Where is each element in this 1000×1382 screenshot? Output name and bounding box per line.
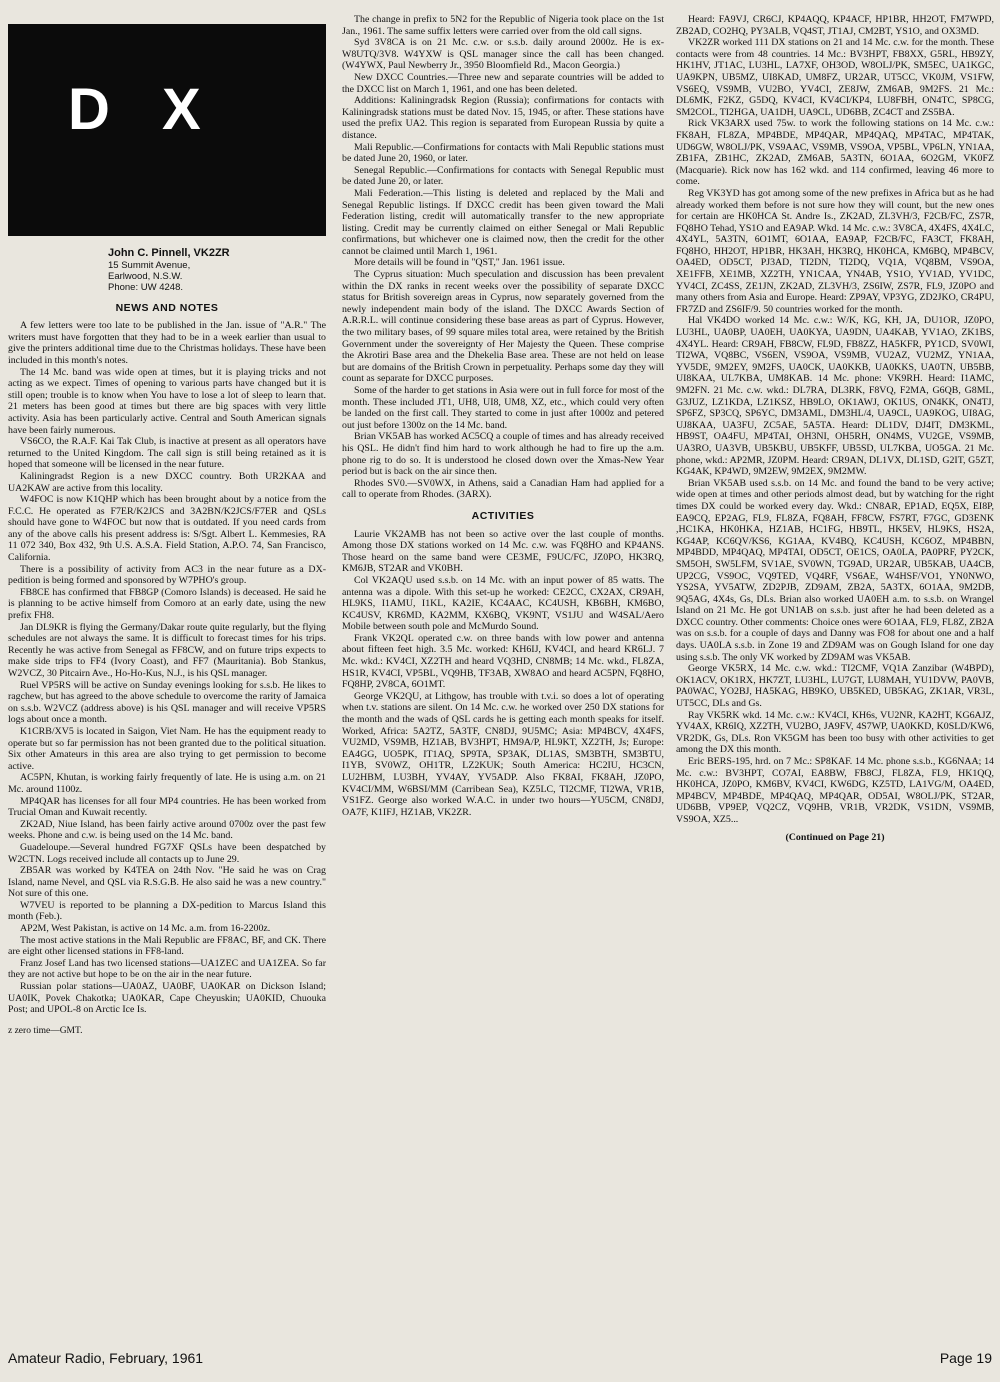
paragraph: Senegal Republic.—Confirmations for contacts with Senegal Republic must be dated June 20, or later.	[342, 164, 664, 188]
paragraph: VK2ZR worked 111 DX stations on 21 and 14 Mc. c.w. for the month. These contacts were from 48 countries. 14 Mc.: BV3HPT, FB8XX, G5RL, HB9ZY, HK1HV, JT1AC, LU3HL, LA7XF, OH3OD, W8OLJ/PK, SM5EC, UA1KGC, UA9KPN, UB5MZ, UI8KAD, UM8FZ, UR2AR, UT5CC, VK0JM, VS1FW, VS6EQ, VS9MB, VU2BO, YV4CI, ZE8JW, ZM6AB, 9M2FS. 21 Mc.: DL6MK, F2KZ, G5DQ, KV4CI, KV4CI/KP4, LU8FBH, ON4TC, SP8CG, SM2COL, TI2HGA, UA1DH, UA9CL, UD6BB, ZC4CT and ZS5BA.	[676, 37, 994, 118]
paragraph: W4FOC is now K1QHP which has been brought about by a notice from the F.C.C. He operated as F7ER/K2JCS and 3A2BN/K2JCS/F7ER and QSLs should have gone to W4FOC but now that is outdated. If you need cards from any of the above calls his present address is: S/Sgt. Albert L. Kemmesies, RA 11 072 340, Box 432, 9th U.S. A.S.A. Field Station, A.P.O. 74, San Francisco, California.	[8, 494, 326, 564]
paragraph: Reg VK3YD has got among some of the new prefixes in Africa but as he had already worked them before is not sure how they will count, but the new ones for certain are HK0HCA St. Andre Is., ZK2AD, ZL3VH/3, F2CB/FC, ZS7R, FQ8HO Tehad, YS1O and EA9AP. Wkd. 14 Mc. c.w.: 3V8CA, 4X4FS, 4X4LC, 4X4YL, 5A3TN, 6O1MT, 6O1AA, EA9AP, F2CB/FC, FA3CT, FK8AH, FQ8HO, HH2OT, HP1BR, HK3AH, HK3RQ, HK0HCA, KM6BQ, MP4BCV, OA4ED, OD5CT, PJ3AD, TI2DN, TI2DQ, VQ1A, VQ8BM, VS9OA, XE1FFB, XE1MB, XZ2TH, YN1CAA, YN4AB, YS1O, YV1AD, YV1DC, YV4CI, ZC4SS, ZE1JN, ZK2AD, ZL3VH/3, ZS6IW, ZS7R, FL9, JZ0PO and many others from Asia and Europe. Heard: ZP9AY, VP3YG, ZD2JKO, CR4PU, FR7ZD and ZS6IF/9. 50 countries worked for the month.	[676, 187, 994, 315]
paragraph: New DXCC Countries.—Three new and separate countries will be added to the DXCC list on March 1, 1961, and one has been deleted.	[342, 71, 664, 95]
paragraph: Heard: FA9VJ, CR6CJ, KP4AQQ, KP4ACF, HP1BR, HH2OT, FM7WPD, ZB2AD, CO2HQ, PY3ALB, VQ4ST, JT1AJ, CM2BT, YS1O, and OX3MD.	[676, 14, 994, 37]
paragraph: Rick VK3ARX used 75w. to work the following stations on 14 Mc. c.w.: FK8AH, FL8ZA, MP4BDE, MP4QAR, MP4QAQ, MP4TAC, MP4TAK, UD6GW, W8OLJ/PK, VS9AAC, VS9MB, VS9OA, VP5BL, VP6LN, YN1AA, ZB1FA, ZB1HC, ZK2AD, ZM6AB, 5A3TN, 6O1AA, 6O2GM, VK0FZ (Macquarie). Rick now has 162 wkd. and 114 confirmed, leaving 46 more to come.	[676, 118, 994, 188]
paragraph: MP4QAR has licenses for all four MP4 countries. He has been worked from Trucial Oman and Kuwait recently.	[8, 795, 326, 819]
author-name: John C. Pinnell, VK2ZR	[108, 247, 230, 259]
paragraph: George VK2QU, at Lithgow, has trouble with t.v.i. so does a lot of operating when t.v. stations are silent. On 14 Mc. c.w. he worked over 250 DX stations for the month and the wads of QSL cards he is getting each month speaks for itself. Worked, Africa: 5A2TZ, 5A3TF, CN8DJ, 9U5MC; Asia: MP4BCV, 4X4FS, VU2MD, VS9MB, HZ1AB, BV3HPT, HM9A/P, HL9KT, XZ2TH, Js; Europe: EA4GG, UO5PK, IT1AQ, SP9TA, SP3AK, DL1AS, SM3BTH, SM3BTU, I1YB, SV0WZ, OH1TR, LZ2KUK; South America: HC2IU, HC3CN, LU2HBM, LU3BH, YV4AY, YV5ADP. Also FK8AI, FK8AH, JZ0PO, KV4CI/MM, W6BSI/MM (Carribean Sea), KZ5LC, TI2CMF, TI2WA, VR1B, VS1FZ. George also worked W.A.C. in under two hours—YU5CM, CN8DJ, OA7F, K1IFJ, HZ1AB, VK2ZR.	[342, 690, 664, 818]
page-footer	[8, 1350, 992, 1366]
paragraph: Jan DL9KR is flying the Germany/Dakar route quite regularly, but the flying schedules are not always the same. It is difficult to forecast times for his trips. Recently he was active from Senegal as FF8CW, and on future trips expects to make side trips to FF4 (Ivory Coast), and FF7 (Mauritania). Bob Stankus, W2VCZ, 30 Pitcairn Ave., Ho-Ho-Kus, N.J., is his QSL manager.	[8, 621, 326, 679]
paragraph: Brian VK5AB has worked AC5CQ a couple of times and has already received his QSL. He didn't find him hard to work although he had to fire up the a.m. phone rig to do so. It is understood he closed down over the Xmas-New Year period but is back on the air since then.	[342, 431, 664, 478]
paragraph: Some of the harder to get stations in Asia were out in full force for most of the month. These included JT1, UH8, UI8, UM8, XZ, etc., which could very often be landed on the first call. They started to come in just after 1000z and petered out just before 1300z on the 14 Mc. band.	[342, 385, 664, 431]
paragraph: Guadeloupe.—Several hundred FG7XF QSLs have been despatched by W2CTN. Logs received include all contacts up to June 29.	[8, 841, 326, 865]
news-heading: NEWS AND NOTES	[115, 301, 219, 314]
paragraph: Laurie VK2AMB has not been so active over the last couple of months. Among those DX stations worked on 14 Mc. c.w. was FQ8HO and KP4ANS. Those heard on the same band were CE3ME, F9UC/FC, JZ0PO, HK3RQ, KM6JB, ST2AR and VK0BH.	[342, 528, 664, 575]
paragraph: Russian polar stations—UA0AZ, UA0BF, UA0KAR on Dickson Island; UA0IK, Povek Chakotka; UA0KAR, Cape Cheyuskin; UA0KID, Chuouka Post; and UPOL-8 on Arctic Ice Is.	[8, 981, 326, 1016]
activities-heading: ACTIVITIES	[471, 509, 535, 522]
paragraph: The change in prefix to 5N2 for the Republic of Nigeria took place on the 1st Jan., 1961. The same suffix letters were carried over from the old call signs.	[342, 14, 664, 37]
paragraph: Ruel VP5RS will be active on Sunday evenings looking for s.s.b. He likes to ragchew, but has agreed to the above schedule to overcome the rarity of Jamaica on s.s.b. W2VCZ (address above) is his QSL manager and will receive VP5RS logs about once a month.	[8, 679, 326, 726]
paragraph: A few letters were too late to be published in the Jan. issue of "A.R." The writers must have forgotten that they had to be in a week earlier than usual to give the printers additional time due to the Christmas holidays. These have been included in this month's notes.	[8, 320, 326, 366]
paragraph: Mali Federation.—This listing is deleted and replaced by the Mali and Senegal Republic listings. If DXCC credit has been given toward the Mali Federation listing, credit will automatically transfer to the new appropriate listing. Credit may be currently claimed on either Senegal or Mali Republic confirmations, but whichever one is claimed now, then the credit for the other cannot be claimed until March 1, 1961.	[342, 187, 664, 257]
paragraph: Frank VK2QL operated c.w. on three bands with low power and antenna about fifteen feet high. 3.5 Mc. worked: KH6IJ, KV4CI, and heard KR6LJ. 7 Mc. wkd.: KV4CI, XZ2TH and heard VQ3HD, CN8MB; 14 Mc. wkd., FL8ZA, HS1R, KV4CI, VP5BL, VQ9HB, TF3AB, XW8AO and heard AC5PN, FQ8HO, FQ8HP, 2V8CA, 6O1MT.	[342, 632, 664, 691]
paragraph: AC5PN, Khutan, is working fairly frequently of late. He is using a.m. on 21 Mc. around 1100z.	[8, 772, 326, 795]
column-3	[676, 14, 994, 843]
dx-header-block	[8, 24, 326, 236]
paragraph: George VK5RX, 14 Mc. c.w. wkd.: TI2CMF, VQ1A Zanzibar (W4BPD), OK1ACV, OK1RX, HK7ZT, LU3HL, LU7GT, LU8MAH, YU1DVW, PA0VB, PA0WAC, YO2BJ, HA5KAG, HB9KO, UB5KED, UB5KAG, ZK1AR, VR3L, UT5CC, DLs and Gs.	[676, 663, 994, 710]
paragraph: Syd 3V8CA is on 21 Mc. c.w. or s.s.b. daily around 2000z. He is ex-W8UTQ/3V8. W4YXW is QSL manager since the call has been changed. (W4YWX, Paul Newberry Jr., 3950 Bloomfield Rd., Macon Georgia.)	[342, 37, 664, 72]
continued-note: (Continued on Page 21)	[785, 831, 885, 843]
paragraph: Eric BERS-195, hrd. on 7 Mc.: SP8KAF. 14 Mc. phone s.s.b., KG6NAA; 14 Mc. c.w.: BV3HPT, CO7AI, EA8BW, FB8CJ, FL8ZA, FL9, HK1QQ, HK0HCA, JZ0PO, KM6BV, KV4CI, KW6DG, KZ5TD, LA1VG/M, OA4ED, MP4BCV, MP4BDE, MP4QAQ, MP4QAR, OD5AI, W8OLJ/PK, ST2AR, UD6BB, VP9EP, VQ2CZ, VQ9HB, VR1B, VR2DK, VS1DN, VS9MB, VS9OA, XZ5...	[676, 756, 994, 825]
author-address-2: Earlwood, N.S.W.	[108, 270, 183, 282]
paragraph: Ray VK5RK wkd. 14 Mc. c.w.: KV4CI, KH6s, VU2NR, KA2HT, KG6AJZ, YV4AX, KR6IQ, XZ2TH, VU2BO, JA9FV, 4S7WP, UA0KKD, K0SLD/KW6, VR2DK, Gs, DLs. Ron VK5GM has been too busy with other activities to get among the DX this month.	[676, 709, 994, 756]
paragraph: Additions: Kaliningradsk Region (Russia); confirmations for contacts with Kaliningradsk stations must be dated Nov. 15, 1945, or after. These stations have used the prefix UA2. This region is separated from European Russia by quite a distance.	[342, 95, 664, 141]
footnote: z zero time—GMT.	[8, 1025, 83, 1036]
section-title: D X	[68, 77, 219, 142]
footer-publication: Amateur Radio, February, 1961	[8, 1350, 204, 1366]
paragraph: Rhodes SV0.—SV0WX, in Athens, said a Canadian Ham had applied for a call to operate from Rhodes. (3ARX).	[342, 477, 664, 501]
author-block	[108, 248, 326, 293]
paragraph: The 14 Mc. band was wide open at times, but it is playing tricks and not acting as we expect. Times of opening to various parts have changed but it is still open; trouble is to know when You have to lose a lot of sleep to learn that. 21 meters has been good at times but there are big spaces with very little activity. Asia has been particularly active. Central and South American signals have been fairly numerous.	[8, 366, 326, 436]
paragraph: Col VK2AQU used s.s.b. on 14 Mc. with an input power of 85 watts. The antenna was a dipole. With this set-up he worked: CE2CC, CX2AX, CR9AH, HL9KS, I1AMU, I1KL, KA2IE, KC4AAC, KC4USH, KB6BH, KM6BO, KC4USV, KR6MD, KA2MM, KX6BQ, VK9NT, VS1JU and W4SAL/Aero Mobile between south pole and McMurdo Sound.	[342, 574, 664, 633]
news-paragraphs	[8, 320, 326, 1016]
paragraph: Mali Republic.—Confirmations for contacts with Mali Republic stations must be dated June 20, 1960, or later.	[342, 141, 664, 165]
paragraph: W7VEU is reported to be planning a DX-pedition to Marcus Island this month (Feb.).	[8, 899, 326, 923]
author-phone: Phone: UW 4248.	[108, 281, 183, 293]
paragraph: Franz Josef Land has two licensed stations—UA1ZEC and UA1ZEA. So far they are not active but hope to be on the air in the near future.	[8, 957, 326, 981]
column-2	[342, 14, 664, 818]
paragraph: AP2M, West Pakistan, is active on 14 Mc. a.m. from 16-2200z.	[20, 923, 271, 935]
paragraph: Hal VK4DO worked 14 Mc. c.w.: W/K, KG, KH, JA, DU1OR, JZ0PO, LU3HL, UA0BP, UA0EH, UA0KYA, UA9DN, UA4KAB, YV1AO, ZK1BS, 4X4YL. Heard: CR9AH, FB8CW, FL9D, FB8ZZ, HA5KFR, PY1CD, SV0WI, TI2WA, VQ8BC, VS6EN, VS9OA, VS9MB, VU2AZ, VU2MZ, YN1AA, YV5DE, 9M2EY, 9M2FS, UA0CK, UA0KKB, UA0KKS, UA0TN, UB5BB, UI8KAA, UL7KBA, UM8KAB. 14 Mc. phone: VK9RH. Heard: I1AMC, 9M2FN. 21 Mc. c.w. wkd.: DL7RA, DL3RK, F8VQ, F2MA, G6QB, G8ML, G3JUZ, LZ1KDA, LZ1KSZ, HB9LO, OK1AWJ, OK1US, ON4KK, ON4TJ, SP6FZ, SP3CQ, SP6YC, DM3AML, DM3HL/4, UA9CL, UA9KOG, UI8AG, UJ8KAA, UA3FU, ZC5AE, 5A5TA. Heard: DL1DV, DJ4IT, DM3KML, HB9ST, OA4FU, MP4TAI, OH3NI, OH5RH, ON4MS, VU2GE, VS9MB, UA3RO, UA3VB, UB5KBU, UB5KFF, UB5SD, UL7KBA, UO5GA. 21 Mc. phone, wkd.: AP2MR, JZ0PM. Heard: CR9AN, DL1VX, DL1SD, G2IT, G5ZT, KG4AK, KP4WD, 9M2EW, 9M2EX, 9M2MW.	[676, 315, 994, 478]
paragraph: More details will be found in "QST," Jan. 1961 issue.	[354, 257, 565, 269]
paragraph: Brian VK5AB used s.s.b. on 14 Mc. and found the band to be very active; wide open at times and other periods almost dead, but by watching for the right times DX could be worked every day. Wkd.: CN8AR, EP1AD, EQ5X, EI8P, EA9CQ, EP2AG, FL9, FL8ZA, FQ8AH, FF8CW, FS7RT, F7GC, GD3ENK ,HC1KA, HK0HKA, HZ1AB, HC1FG, HB9TL, HK5EV, HL9KS, HS2A, KG4AP, KC6QV/KS6, KG1AA, KV4BQ, KC4USH, KC6OZ, MP4BBN, MP4BDD, MP4QAQ, MP4TAI, OD5CT, OE1CS, OA0LA, PA0PRF, PY2CK, SM5OH, SW5LFM, SV1AE, SV0WN, TG9AD, UR2AR, UB5KAB, UA4CB, UP2CG, VS9OC, VQ9TED, VQ4RF, VS6AE, W4HSF/VO1, YN0NWO, YS2SA, YV5ATW, ZD2PJB, ZD9AM, ZB2A, 5A3TX, 6O1AA, 9M2DB, 9Q5AG, 4X4s, Gs, DLs. Brian also worked UA0EH a.m. to s.s.b. on Wrangel Island on 21 Mc. He got UN1AB on s.s.b. just after he had been deleted as a DXCC country. Other comments: Choice ones were 6O1AA, FL9, FL8Z, ZB2A was on s.s.b. for a couple of days and Danny was FO8 for about one and a half days. UA0LA s.s.b. in Zone 19 and ZD9AM was on Gough Island for one day using s.s.b. The only VK worked by ZD9AM was VK5AB.	[676, 477, 994, 663]
paragraph: FB8CE has confirmed that FB8GP (Comoro Islands) is deceased. He said he is planning to be active himself from Comoro at an early date, using the new prefix FH8.	[8, 586, 326, 622]
author-address-1: 15 Summit Avenue,	[108, 259, 191, 271]
paragraph: The most active stations in the Mali Republic are FF8AC, BF, and CK. There are eight other licensed stations in FF8-land.	[8, 934, 326, 958]
footer-page-number: Page 19	[939, 1350, 992, 1366]
paragraph: VS6CO, the R.A.F. Kai Tak Club, is inactive at present as all operators have returned to the United Kingdom. The call sign is still being retained as it is hoped that someone will be licensed in the near future.	[8, 436, 326, 471]
paragraph: K1CRB/XV5 is located in Saigon, Viet Nam. He has the equipment ready to operate but so far permission has not been granted due to the political situation. Six other Amateurs in this area are also trying to get permission to become active.	[8, 725, 326, 772]
paragraph: The Cyprus situation: Much speculation and discussion has been prevalent within the DX ranks in recent weeks over the possibility of separate DXCC status for British sovereign areas in Cyprus, now separately governed from the newly independent main body of the island. The DXCC Awards Section of A.R.R.L. will continue considering these base areas as part of Cyprus. However, the two military bases, of 99 square miles total area, were retained by the British Government under the sovereignty of Her Majesty the Queen. These comprise the Akrotiri Base area and the Dhekelia Base area. These are not held on lease but are domains of the British Crown in perpetuality. Perhaps some day they will count as separate for DXCC purposes.	[342, 269, 664, 385]
paragraph: ZK2AD, Niue Island, has been fairly active around 0700z over the past few weeks. Phone and c.w. is being used on the 14 Mc. band.	[8, 818, 326, 842]
activities-paragraphs-continued	[676, 14, 994, 826]
paragraph: Kaliningradst Region is a new DXCC country. Both UR2KAA and UA2KAW are active from this locality.	[8, 470, 326, 494]
news-paragraphs-continued	[342, 14, 664, 501]
paragraph: ZB5AR was worked by K4TEA on 24th Nov. "He said he was on Crag Island, name Nevel, and QSL via R.S.G.B. He also said he was a new country." Not sure of this one.	[8, 865, 326, 900]
column-1	[8, 24, 326, 1037]
activities-paragraphs	[342, 529, 664, 819]
paragraph: There is a possibility of activity from AC3 in the near future as a DX-pedition is being formed and sponsored by W7PHO's group.	[8, 563, 326, 587]
